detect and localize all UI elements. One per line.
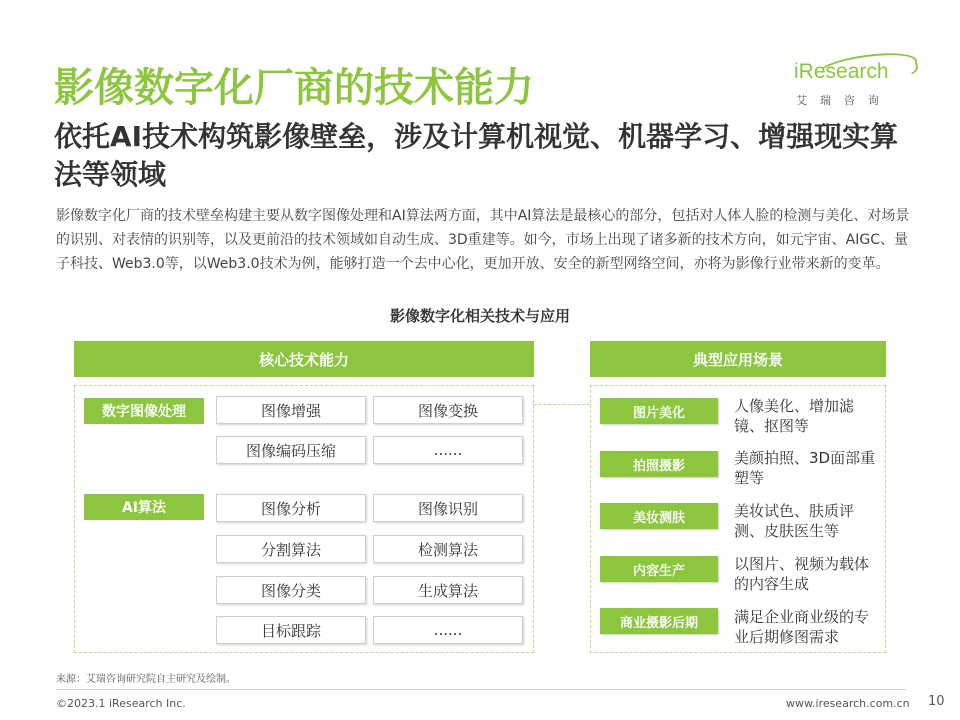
iresearch-logo <box>794 52 924 112</box>
tech-item: 生成算法 <box>373 576 523 604</box>
page-subtitle: 依托AI技术构筑影像壁垒，涉及计算机视觉、机器学习、增强现实算法等领域 <box>54 120 899 191</box>
core-capabilities-header: 核心技术能力 <box>74 341 534 377</box>
tech-item: 分割算法 <box>216 535 366 563</box>
tech-item: 图像编码压缩 <box>216 436 366 464</box>
app-desc: 以图片、视频为载体的内容生成 <box>734 555 870 593</box>
app-desc: 人像美化、增加滤镜、抠图等 <box>734 397 855 435</box>
category-digital-image-processing: 数字图像处理 <box>84 398 204 424</box>
logo-brand-cn: 艾瑞咨询 <box>796 94 892 107</box>
tech-item: 检测算法 <box>373 535 523 563</box>
page-title: 影像数字化厂商的技术能力 <box>54 65 534 111</box>
diagram-title: 影像数字化相关技术与应用 <box>389 307 570 325</box>
panel-connector <box>534 404 590 405</box>
copyright: ©2023.1 iResearch Inc. <box>56 697 186 710</box>
app-label-makeup-skin: 美妆测肤 <box>600 503 718 529</box>
body-paragraph: 影像数字化厂商的技术壁垒构建主要从数字图像处理和AI算法两方面，其中AI算法是最核心的部分，包括对人体人脸的检测与美化、对场景的识别、对表情的识别等，以及更前沿的技术领域如自动生成、3D重建等。如今，市场上出现了诸多新的技术方向，如元宇宙、AIGC、量子科技、Web3.0等，以Web3.0技术为例，能够打造一个去中心化，更加开放、安全的新型网络空间，亦将为影像行业带来新的变革。 <box>56 208 910 272</box>
app-desc: 满足企业商业级的专业后期修图需求 <box>734 608 870 646</box>
tech-item: 图像分析 <box>216 494 366 522</box>
source-note: 来源：艾瑞咨询研究院自主研究及绘制。 <box>56 674 236 685</box>
website-link[interactable]: www.iresearch.com.cn <box>786 697 910 710</box>
tech-item: 图像识别 <box>373 494 523 522</box>
footer-divider <box>56 689 906 690</box>
tech-item: ...... <box>373 616 523 644</box>
applications-header: 典型应用场景 <box>590 341 886 377</box>
category-ai-algorithms: AI算法 <box>84 494 204 520</box>
tech-item: 图像变换 <box>373 396 523 424</box>
tech-item: 图像分类 <box>216 576 366 604</box>
tech-item: ...... <box>373 436 523 464</box>
logo-brand: iResearch <box>794 60 889 83</box>
app-desc: 美颜拍照、3D面部重塑等 <box>734 449 876 487</box>
page-number: 10 <box>928 694 945 709</box>
app-desc: 美妆试色、肤质评测、皮肤医生等 <box>734 502 855 540</box>
tech-item: 图像增强 <box>216 396 366 424</box>
app-label-photo-beautify: 图片美化 <box>600 398 718 424</box>
app-label-content-production: 内容生产 <box>600 556 718 582</box>
app-label-photography: 拍照摄影 <box>600 451 718 477</box>
app-label-commercial-post: 商业摄影后期 <box>600 608 718 634</box>
tech-item: 目标跟踪 <box>216 616 366 644</box>
